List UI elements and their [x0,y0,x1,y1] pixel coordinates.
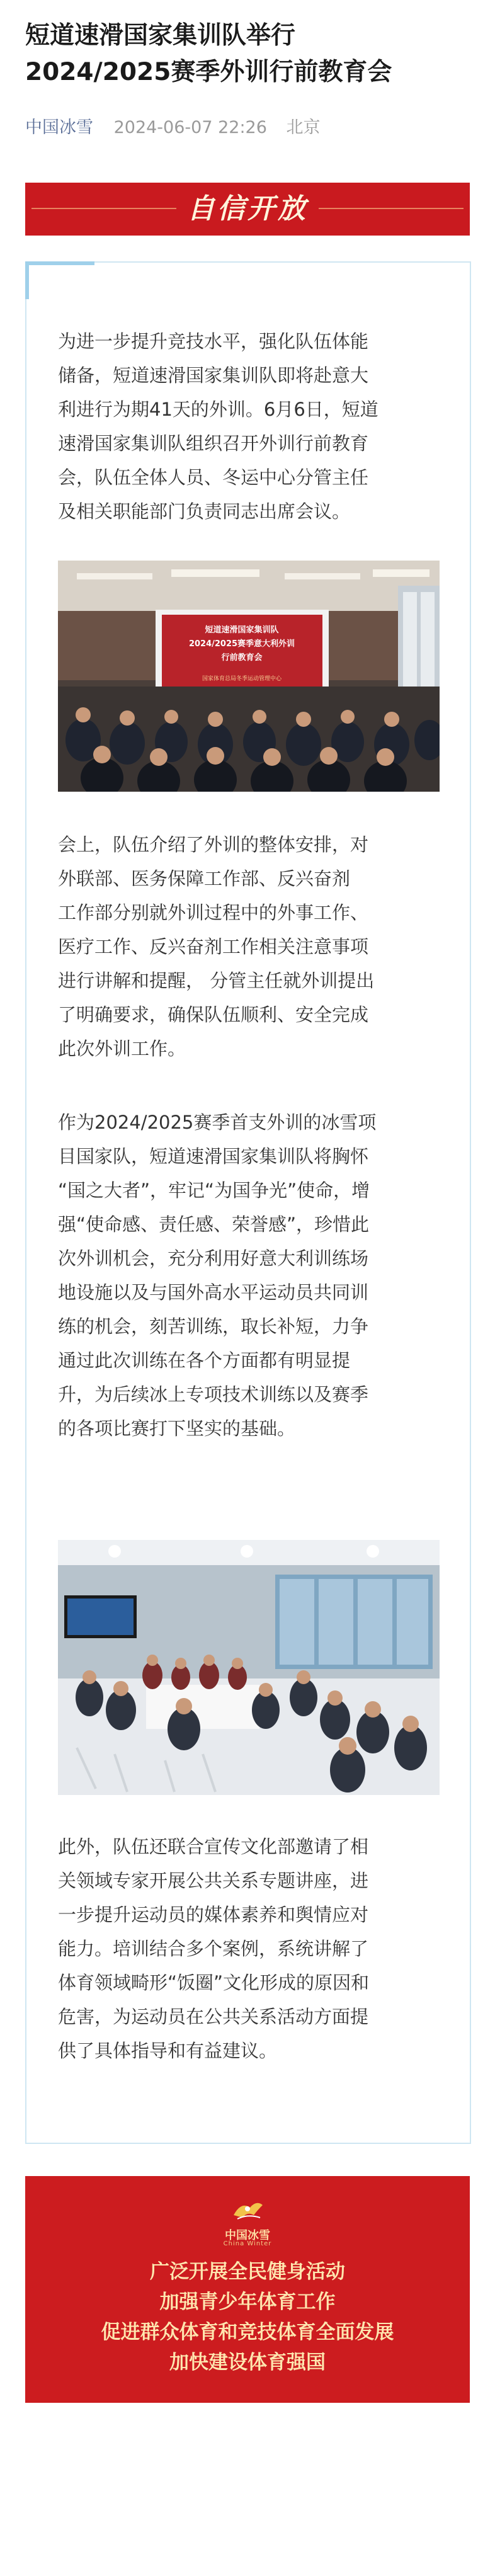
meeting-photo [58,561,440,792]
paragraph-line: 的各项比赛打下坚实的基础。 [58,1418,296,1439]
meeting-screen-line-2: 2024/2025赛季意大利外训 [188,639,295,649]
paragraph-line: 了明确要求，确保队伍顺利、安全完成 [58,1004,369,1025]
card-corner-accent-vertical [25,261,29,299]
paragraph-line: 为进一步提升竞技水平，强化队伍体能 [58,331,369,352]
logo-text: 中国冰雪 [225,2229,270,2242]
article-title-line-1: 短道速滑国家集训队举行 [25,21,296,50]
banner-label: 自信开放 [187,193,308,225]
paragraph-line: 外联部、医务保障工作部、反兴奋剂 [58,868,351,889]
paragraph-line: 关领域专家开展公共关系专题讲座，进 [58,1870,369,1891]
section-banner [25,183,470,236]
paragraph-3 [58,1105,440,1445]
paragraph-line: 进行讲解和提醒， 分管主任就外训提出 [58,970,375,991]
paragraph-line: 升，为后续冰上专项技术训练以及赛季 [58,1384,369,1405]
paragraph-line: 医疗工作、反兴奋剂工作相关注意事项 [58,936,369,957]
slogan-line: 加快建设体育强国 [169,2351,326,2374]
slogan-lines [25,2257,470,2378]
paragraph-line: 作为2024/2025赛季首支外训的冰雪项 [58,1112,377,1133]
paragraph-line: 此外，队伍还联合宣传文化部邀请了相 [58,1836,369,1857]
account-name-link[interactable]: 中国冰雪 [25,118,93,137]
paragraph-line: 速滑国家集训队组织召开外训行前教育 [58,433,369,454]
paragraph-line: 次外训机会，充分利用好意大利训练场 [58,1248,369,1269]
paragraph-line: 储备，短道速滑国家集训队即将赴意大 [58,365,369,386]
paragraph-line: 利进行为期41天的外训。6月6日，短道 [58,399,378,420]
paragraph-2 [58,828,440,1066]
paragraph-line: 练的机会，刻苦训练，取长补短，力争 [58,1316,369,1337]
card-corner-accent [25,261,94,265]
meeting-screen-line-3: 行前教育会 [221,653,263,663]
slogan-line: 促进群众体育和竞技体育全面发展 [101,2321,394,2344]
meeting-photo-image [58,561,440,792]
paragraph-line: 通过此次训练在各个方面都有明显提 [58,1350,351,1371]
lecture-photo [58,1540,440,1795]
slogan-banner [25,2176,470,2403]
paragraph-line: 能力。培训结合多个案例，系统讲解了 [58,1938,369,1959]
article-title-line-2: 2024/2025赛季外训行前教育会 [25,58,392,86]
paragraph-line: 会，队伍全体人员、冬运中心分管主任 [58,467,369,488]
paragraph-line: 地设施以及与国外高水平运动员共同训 [58,1282,369,1303]
paragraph-line: “国之大者”，牢记“为国争光”使命，增 [58,1180,370,1201]
article-title [25,18,472,91]
paragraph-1 [58,324,440,528]
paragraph-line: 及相关职能部门负责同志出席会议。 [58,501,351,522]
paragraph-line: 此次外训工作。 [58,1038,186,1059]
lecture-photo-image [58,1540,440,1795]
china-ice-snow-logo-icon [229,2196,266,2228]
paragraph-line: 强“使命感、责任感、荣誉感”，珍惜此 [58,1214,370,1235]
paragraph-line: 供了具体指导和有益建议。 [58,2040,278,2061]
paragraph-line: 一步提升运动员的媒体素养和舆情应对 [58,1904,369,1925]
paragraph-4 [58,1830,440,2068]
slogan-line: 广泛开展全民健身活动 [150,2260,345,2283]
paragraph-line: 目国家队，短道速滑国家集训队将胸怀 [58,1146,369,1167]
paragraph-line: 体育领域畸形“饭圈”文化形成的原因和 [58,1972,370,1993]
paragraph-line: 会上，队伍介绍了外训的整体安排，对 [58,834,369,855]
meeting-screen-sub: 国家体育总局冬季运动管理中心 [202,676,282,682]
logo-subtext: China Winter [223,2240,272,2247]
publish-location: 北京 [286,118,321,137]
meeting-screen-line-1: 短道速滑国家集训队 [205,625,279,635]
publish-time: 2024-06-07 22:26 [113,118,267,137]
paragraph-line: 工作部分别就外训过程中的外事工作、 [58,902,369,923]
slogan-line: 加强青少年体育工作 [159,2291,336,2313]
article-meta [25,117,321,139]
paragraph-line: 危害，为运动员在公共关系活动方面提 [58,2006,369,2027]
